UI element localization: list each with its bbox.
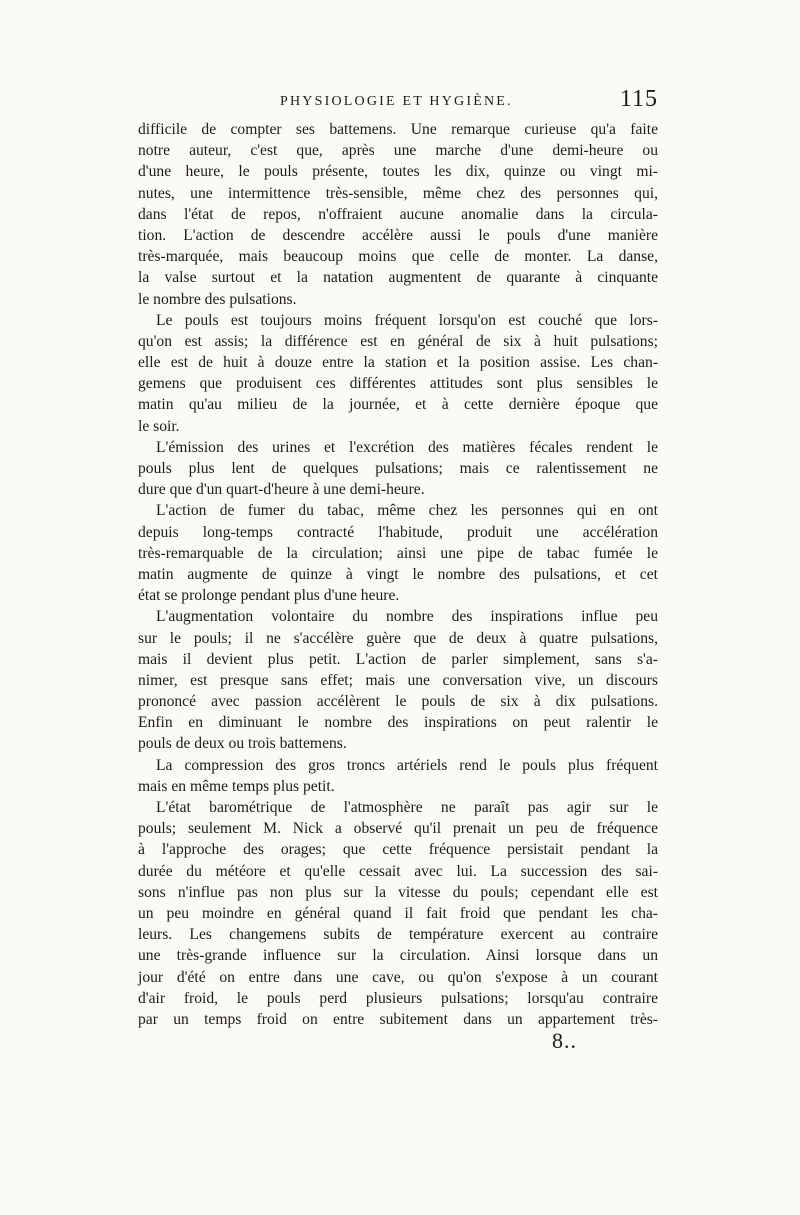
text-line: le nombre des pulsations. bbox=[138, 290, 297, 308]
text-line: elle est de huit à douze entre la station et la position assise. Les chan- bbox=[138, 354, 658, 372]
text-line: qu'on est assis; la différence est en général de six à huit pulsations; bbox=[138, 332, 658, 350]
text-line: dure que d'un quart-d'heure à une demi-heure. bbox=[138, 481, 425, 499]
text-line: leurs. Les changemens subits de température exercent au contraire bbox=[138, 926, 658, 944]
paragraph-start: L'augmentation volontaire du nombre des inspirations influe peu bbox=[156, 608, 658, 626]
text-line: matin qu'au milieu de la journée, et à cette dernière époque que bbox=[138, 396, 658, 414]
text-line: notre auteur, c'est que, après une marche d'une demi-heure ou bbox=[138, 142, 658, 160]
paragraph-start: L'état barométrique de l'atmosphère ne paraît pas agir sur le bbox=[156, 799, 658, 816]
text-line: tion. L'action de descendre accélère aussi le pouls d'une manière bbox=[138, 226, 658, 244]
paragraph-start: Le pouls est toujours moins fréquent lorsqu'on est couché que lors- bbox=[156, 311, 658, 329]
text-line: pouls plus lent de quelques pulsations; mais ce ralentissement ne bbox=[138, 460, 658, 477]
text-line: par un temps froid on entre subitement dans un appartement très- bbox=[138, 1010, 658, 1028]
page-number: 115 bbox=[619, 86, 658, 112]
text-line: état se prolonge pendant plus d'une heure. bbox=[138, 587, 400, 605]
text-line: mais en même temps plus petit. bbox=[138, 777, 335, 795]
text-line: une très-grande influence sur la circulation. Ainsi lorsque dans un bbox=[138, 947, 658, 965]
text-line: pouls; seulement M. Nick a observé qu'il prenait un peu de fréquence bbox=[138, 820, 658, 838]
text-line: nutes, une intermittence très-sensible, même chez des personnes qui, bbox=[138, 184, 658, 202]
paragraph-start: L'émission des urines et l'excrétion des matières fécales rendent le bbox=[156, 438, 658, 456]
text-line: la valse surtout et la natation augmentent de quarante à cinquante bbox=[138, 269, 658, 287]
text-line: gemens que produisent ces différentes attitudes sont plus sensibles le bbox=[138, 375, 658, 393]
text-line: jour d'été on entre dans une cave, ou qu'on s'expose à un courant bbox=[138, 968, 658, 986]
text-line: pouls de deux ou trois battemens. bbox=[138, 735, 347, 753]
text-line: mais il devient plus petit. L'action de parler simplement, sans s'a- bbox=[138, 650, 658, 668]
page-header bbox=[138, 86, 658, 116]
text-line: très-remarquable de la circulation; ainsi une pipe de tabac fumée le bbox=[138, 544, 658, 562]
text-line: un peu moindre en général quand il fait froid que pendant les cha- bbox=[138, 904, 658, 922]
text-line: sur le pouls; il ne s'accélère guère que de deux à quatre pulsations, bbox=[138, 629, 658, 647]
running-head: PHYSIOLOGIE ET HYGIÈNE. bbox=[280, 94, 513, 109]
text-line: difficile de compter ses battemens. Une remarque curieuse qu'a faite bbox=[138, 121, 658, 138]
text-line: sons n'influe pas non plus sur la vitesse du pouls; cependant elle est bbox=[138, 883, 658, 901]
text-line: à l'approche des orages; que cette fréquence persistait pendant la bbox=[138, 841, 658, 859]
text-line: depuis long-temps contracté l'habitude, produit une accélération bbox=[138, 523, 658, 541]
text-line: durée du météore et qu'elle cessait avec lui. La succession des sai- bbox=[138, 862, 658, 880]
text-line: matin augmente de quinze à vingt le nombre des pulsations, et cet bbox=[138, 565, 658, 583]
paragraph-start: La compression des gros troncs artériels rend le pouls plus fréquent bbox=[156, 756, 658, 774]
text-line: le soir. bbox=[138, 417, 180, 435]
paragraph-start: L'action de fumer du tabac, même chez les personnes qui en ont bbox=[156, 502, 658, 520]
text-line: prononcé avec passion accélèrent le pouls de six à dix pulsations. bbox=[138, 693, 658, 711]
text-line: Enfin en diminuant le nombre des inspirations on peut ralentir le bbox=[138, 714, 658, 732]
text-line: nimer, est presque sans effet; mais une conversation vive, un discours bbox=[138, 671, 658, 689]
body-text bbox=[138, 119, 658, 1030]
signature-mark: 8.. bbox=[552, 1028, 577, 1053]
text-line: très-marquée, mais beaucoup moins que celle de monter. La danse, bbox=[138, 248, 658, 266]
text-line: dans l'état de repos, n'offraient aucune anomalie dans la circula- bbox=[138, 205, 658, 223]
text-line: d'air froid, le pouls perd plusieurs pulsations; lorsqu'au contraire bbox=[138, 989, 658, 1007]
text-line: d'une heure, le pouls présente, toutes les dix, quinze ou vingt mi- bbox=[138, 163, 658, 181]
